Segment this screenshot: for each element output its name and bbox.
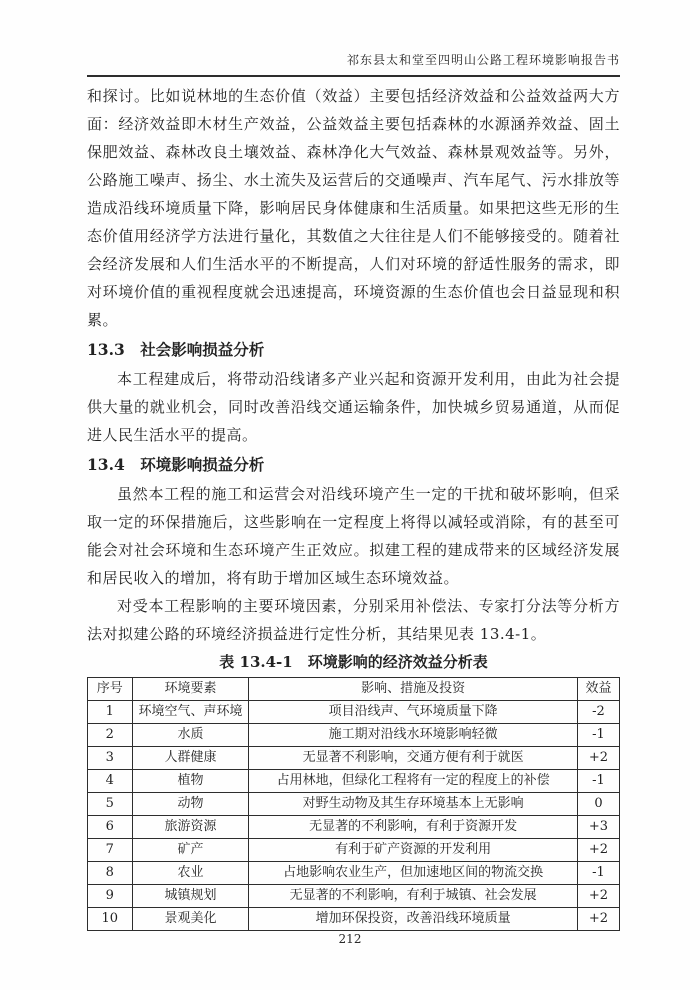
cell-index: 10 <box>88 908 133 931</box>
cell-index: 1 <box>88 701 133 724</box>
section-heading-13-4: 13.4 环境影响损益分析 <box>87 455 265 474</box>
section-heading-13-3: 13.3 社会影响损益分析 <box>87 340 265 359</box>
cell-factor: 矿产 <box>132 839 249 862</box>
cell-index: 7 <box>88 839 133 862</box>
cell-impact: 无显著不利影响，交通方便有利于就医 <box>249 747 578 770</box>
paragraph-social-benefit: 本工程建成后，将带动沿线诸多产业兴起和资源开发利用，由此为社会提供大量的就业机会，同时改善沿线交通运输条件，加快城乡贸易通道，从而促进人民生活水平的提高。 <box>87 370 620 444</box>
cell-score: -1 <box>577 724 619 747</box>
page-number: 212 <box>338 932 362 946</box>
column-header-score: 效益 <box>577 678 619 701</box>
paragraph-analysis-method: 对受本工程影响的主要环境因素，分别采用补偿法、专家打分法等分析方法对拟建公路的环境经济损益进行定性分析，其结果见表 13.4-1。 <box>87 597 620 643</box>
cell-factor: 环境空气、声环境 <box>132 701 249 724</box>
table-row <box>88 770 620 793</box>
table-header-row <box>88 678 620 701</box>
cell-factor: 动物 <box>132 793 249 816</box>
cell-score: 0 <box>577 793 619 816</box>
column-header-index: 序号 <box>88 678 133 701</box>
table-row <box>88 839 620 862</box>
table-row <box>88 747 620 770</box>
cell-impact: 有利于矿产资源的开发利用 <box>249 839 578 862</box>
cell-score: +2 <box>577 839 619 862</box>
cell-score: +2 <box>577 747 619 770</box>
cell-index: 6 <box>88 816 133 839</box>
cell-score: +2 <box>577 885 619 908</box>
table-row <box>88 908 620 931</box>
cell-impact: 对野生动物及其生存环境基本上无影响 <box>249 793 578 816</box>
cell-score: -1 <box>577 862 619 885</box>
page-header <box>87 52 620 77</box>
cell-factor: 水质 <box>132 724 249 747</box>
cell-impact: 增加环保投资，改善沿线环境质量 <box>249 908 578 931</box>
table-row <box>88 724 620 747</box>
table-row <box>88 885 620 908</box>
cell-index: 4 <box>88 770 133 793</box>
cell-factor: 植物 <box>132 770 249 793</box>
cell-index: 9 <box>88 885 133 908</box>
cell-factor: 农业 <box>132 862 249 885</box>
cell-index: 8 <box>88 862 133 885</box>
cell-factor: 人群健康 <box>132 747 249 770</box>
cell-score: -1 <box>577 770 619 793</box>
cell-index: 3 <box>88 747 133 770</box>
cell-score: +3 <box>577 816 619 839</box>
table-caption: 表 13.4-1 环境影响的经济效益分析表 <box>219 653 488 671</box>
cell-impact: 占用林地，但绿化工程将有一定的程度上的补偿 <box>249 770 578 793</box>
cell-factor: 旅游资源 <box>132 816 249 839</box>
table-row <box>88 816 620 839</box>
table-row <box>88 793 620 816</box>
paragraph-ecological-value: 和探讨。比如说林地的生态价值（效益）主要包括经济效益和公益效益两大方面：经济效益即木材生产效益，公益效益主要包括森林的水源涵养效益、固土保肥效益、森林改良土壤效益、森林净化大气效益、森林景观效益等。另外，公路施工噪声、扬尘、水土流失及运营后的交通噪声、汽车尾气、污水排放等造成沿线环境质量下降，影响居民身体健康和生活质量。如果把这些无形的生态价值用经济学方法进行量化，其数值之大往往是人们不能够接受的。随着社会经济发展和人们生活水平的不断提高，人们对环境的舒适性服务的需求，即对环境价值的重视程度就会迅速提高，环境资源的生态价值也会日益显现和积累。 <box>87 87 620 329</box>
table-row <box>88 701 620 724</box>
column-header-factor: 环境要素 <box>132 678 249 701</box>
cell-impact: 无显著的不利影响，有利于城镇、社会发展 <box>249 885 578 908</box>
cell-factor: 城镇规划 <box>132 885 249 908</box>
cell-impact: 项目沿线声、气环境质量下降 <box>249 701 578 724</box>
cell-index: 5 <box>88 793 133 816</box>
running-header-title: 祁东县太和堂至四明山公路工程环境影响报告书 <box>346 53 620 67</box>
cell-factor: 景观美化 <box>132 908 249 931</box>
cell-impact: 施工期对沿线水环境影响轻微 <box>249 724 578 747</box>
cell-score: -2 <box>577 701 619 724</box>
economic-benefit-analysis-table <box>87 677 620 931</box>
cell-impact: 占地影响农业生产，但加速地区间的物流交换 <box>249 862 578 885</box>
table-row <box>88 862 620 885</box>
cell-impact: 无显著的不利影响，有利于资源开发 <box>249 816 578 839</box>
cell-index: 2 <box>88 724 133 747</box>
column-header-impact: 影响、措施及投资 <box>249 678 578 701</box>
paragraph-environmental-benefit: 虽然本工程的施工和运营会对沿线环境产生一定的干扰和破坏影响，但采取一定的环保措施后，这些影响在一定程度上将得以减轻或消除，有的甚至可能会对社会环境和生态环境产生正效应。拟建工程的建成带来的区域经济发展和居民收入的增加，将有助于增加区域生态环境效益。 <box>87 485 620 587</box>
cell-score: +2 <box>577 908 619 931</box>
